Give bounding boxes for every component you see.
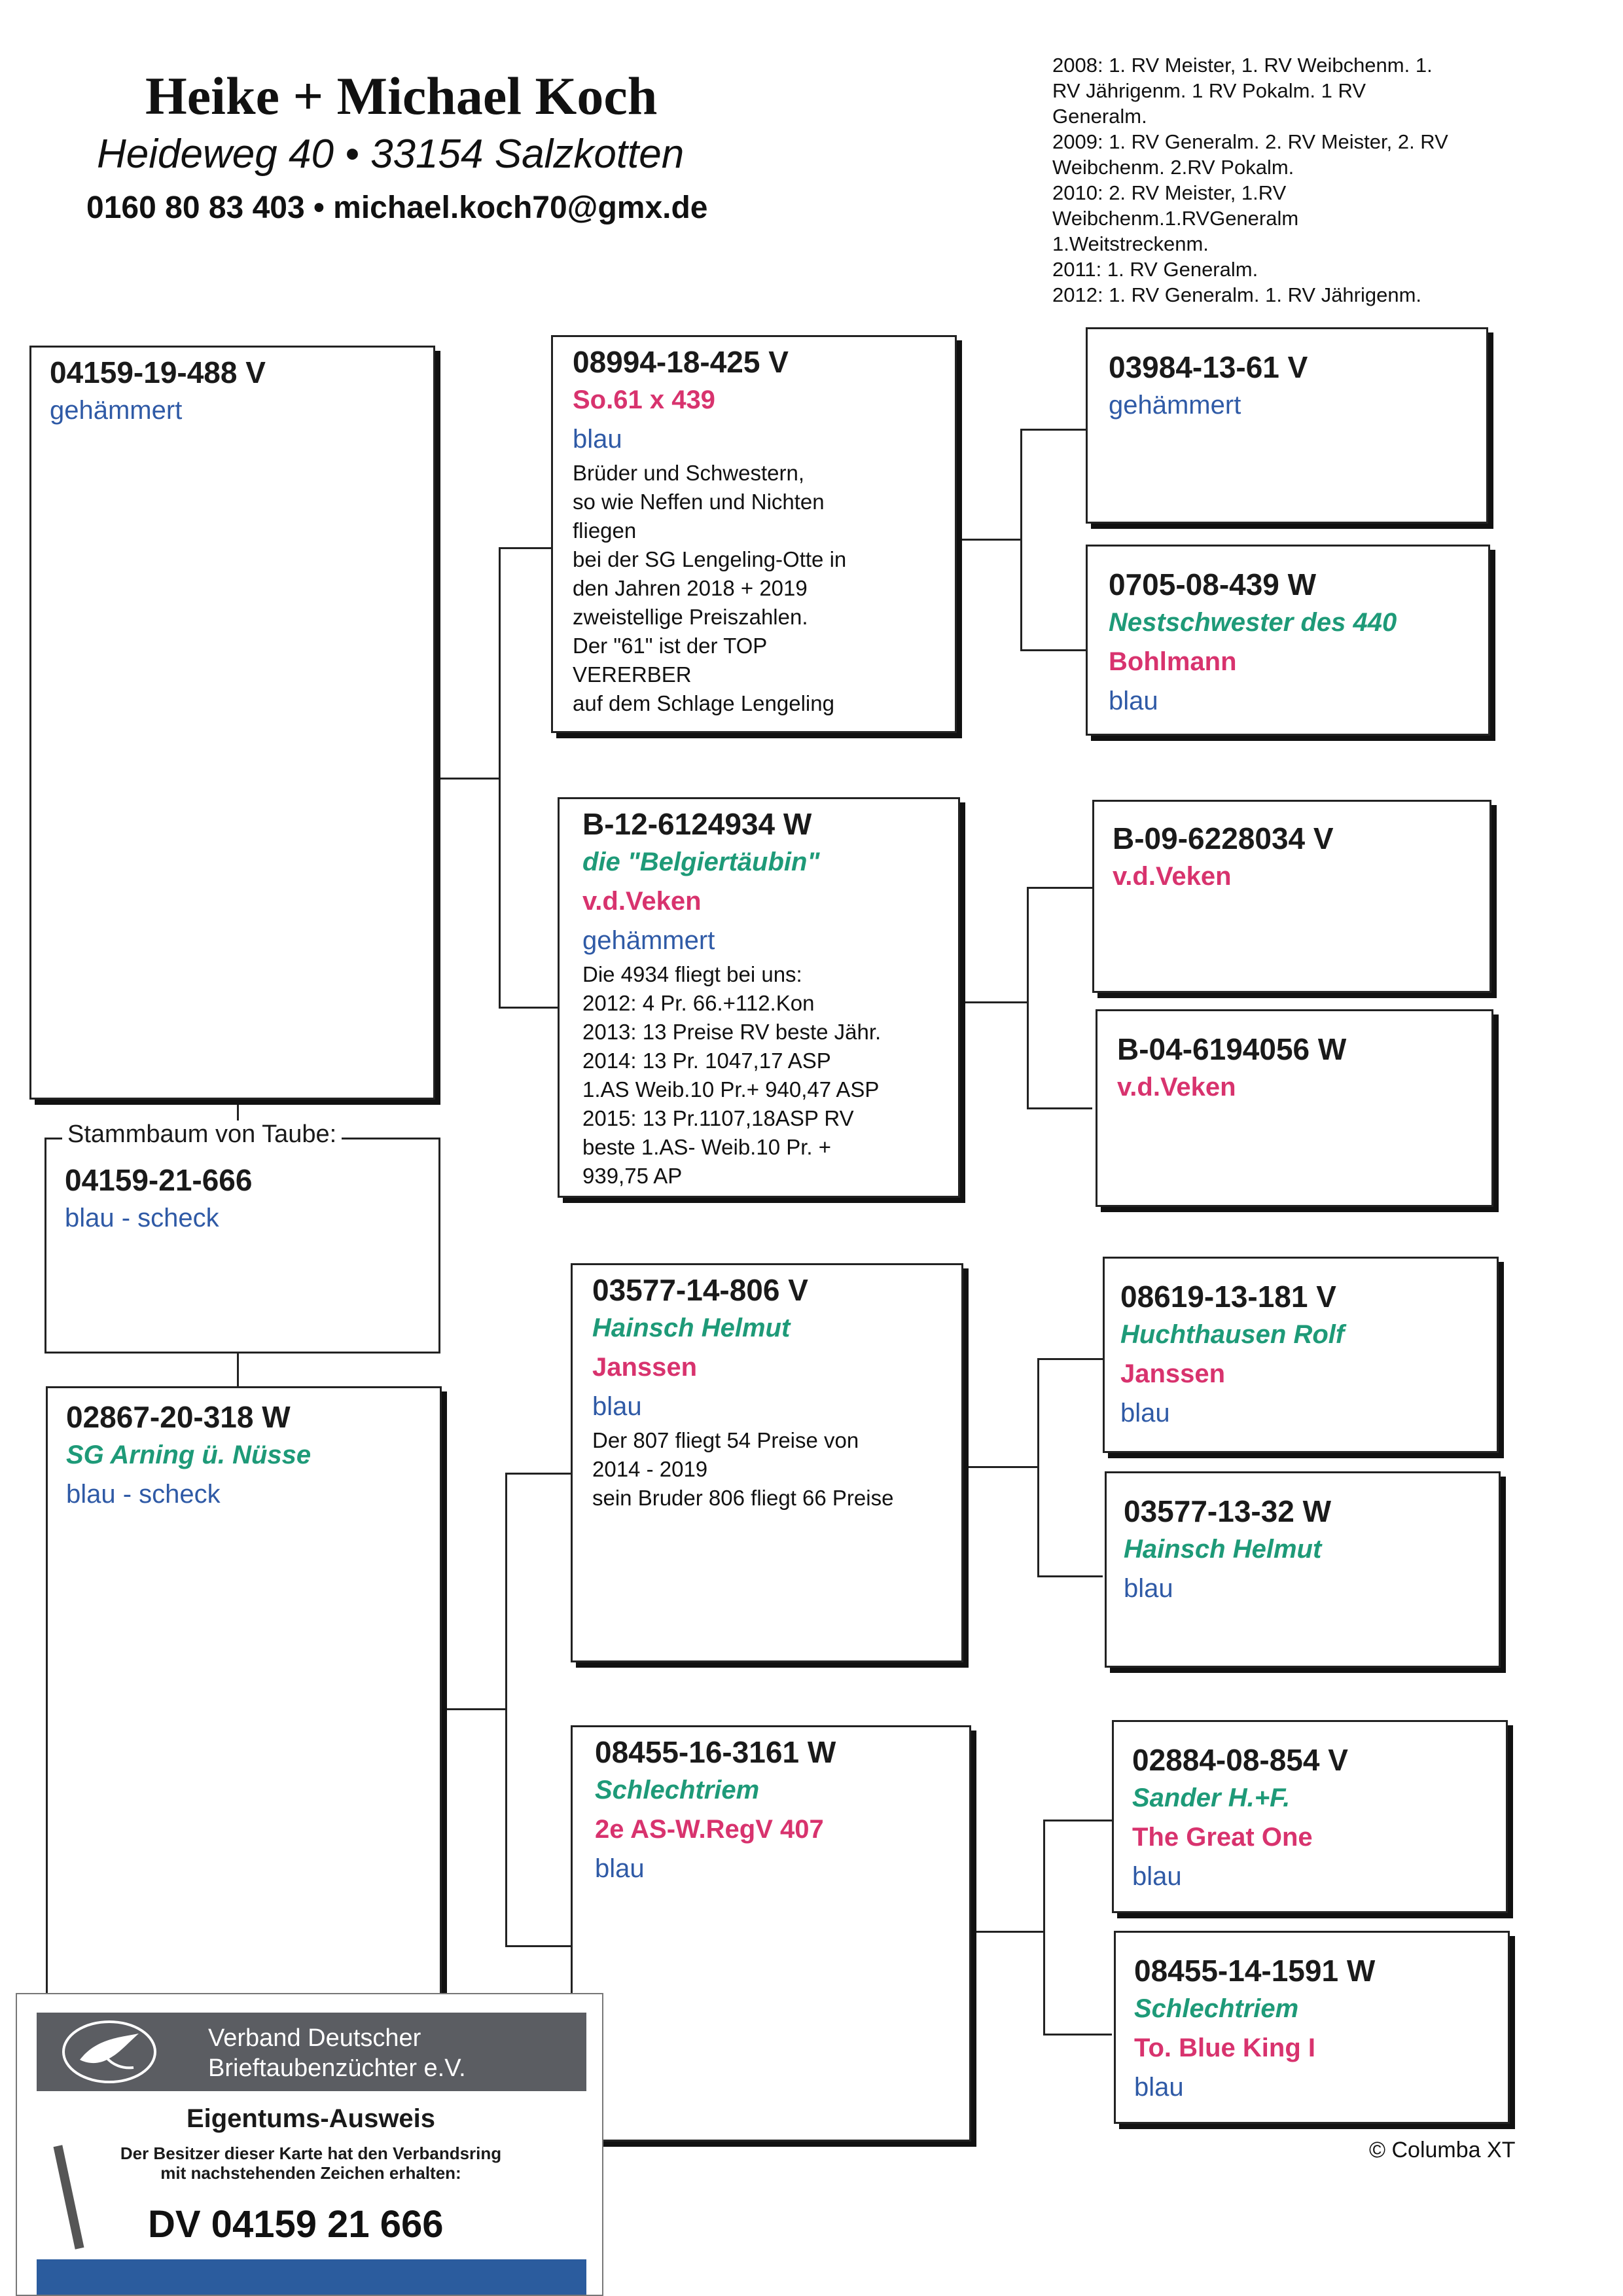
dam-sire-box bbox=[571, 1263, 963, 1662]
ggs-4-breeder: Sander H.+F. bbox=[1132, 1784, 1291, 1812]
ggs-1-color: gehämmert bbox=[1109, 391, 1241, 420]
ggs-3-color: blau bbox=[1120, 1399, 1170, 1427]
card-pattern-band bbox=[37, 2259, 586, 2295]
dam-dam-title: 2e AS-W.RegV 407 bbox=[595, 1815, 824, 1844]
subject-color: blau - scheck bbox=[65, 1204, 219, 1232]
subject-box bbox=[45, 1138, 440, 1354]
dam-sire-line: Janssen bbox=[592, 1353, 698, 1382]
sire-dam-ring: B-12-6124934 W bbox=[582, 807, 812, 841]
card-ring-number: DV 04159 21 666 bbox=[148, 2203, 444, 2246]
sire-sire-note: Brüder und Schwestern, so wie Neffen und Nichten fliegen bei der SG Lengeling-Otte in den Jahren 2018 + 2019 zweistellige Preiszahlen. Der "61" ist der TOP VERERBER auf dem Schlage Lengeling bbox=[573, 461, 847, 715]
ggs-3-breeder: Huchthausen Rolf bbox=[1120, 1320, 1345, 1349]
dam-ring: 02867-20-318 W bbox=[66, 1400, 291, 1434]
card-subtitle-1: Der Besitzer dieser Karte hat den Verbandsring bbox=[120, 2144, 502, 2163]
card-header bbox=[37, 2013, 586, 2091]
ggs-4-box bbox=[1112, 1720, 1508, 1913]
card-org-line1: Verband Deutscher bbox=[208, 2024, 421, 2052]
ggd-1-ring: 0705-08-439 W bbox=[1109, 567, 1317, 601]
dam-box bbox=[46, 1386, 442, 2041]
dam-sire-ring: 03577-14-806 V bbox=[592, 1273, 808, 1307]
ggd-4-ring: 08455-14-1591 W bbox=[1134, 1954, 1376, 1988]
ggs-3-ring: 08619-13-181 V bbox=[1120, 1280, 1336, 1314]
ggd-4-box bbox=[1114, 1931, 1510, 2124]
ggs-4-name: The Great One bbox=[1132, 1823, 1313, 1852]
sire-sire-pedigree: So.61 x 439 bbox=[573, 386, 715, 414]
ggs-3-line: Janssen bbox=[1120, 1359, 1226, 1388]
dam-color: blau - scheck bbox=[66, 1480, 221, 1509]
sire-dam-nickname: die "Belgiertäubin" bbox=[582, 848, 820, 876]
sire-sire-box bbox=[551, 335, 957, 733]
dam-breeder: SG Arning ü. Nüsse bbox=[66, 1441, 312, 1469]
copyright-note: © Columba XT bbox=[1369, 2138, 1516, 2162]
sire-sire-ring: 08994-18-425 V bbox=[573, 345, 789, 379]
sire-dam-color: gehämmert bbox=[582, 926, 715, 955]
card-org-line2: Brieftaubenzüchter e.V. bbox=[208, 2054, 466, 2082]
sire-ring: 04159-19-488 V bbox=[50, 355, 266, 389]
ggs-1-box bbox=[1086, 327, 1488, 524]
subject-label: Stammbaum von Taube: bbox=[62, 1121, 342, 1149]
pigeon-logo-icon bbox=[60, 2019, 158, 2085]
ggd-4-name: To. Blue King I bbox=[1134, 2034, 1316, 2062]
sire-dam-breeder: v.d.Veken bbox=[582, 887, 702, 916]
sire-dam-note: Die 4934 fliegt bei uns: 2012: 4 Pr. 66.+112.Kon 2013: 13 Preise RV beste Jähr. 2014: 13 Pr. 1047,17 ASP 1.AS Weib.10 Pr.+ 940,47 ASP 2015: 13 Pr.1107,18ASP RV beste 1.AS- Weib.10 Pr. + 939,75 AP bbox=[582, 962, 882, 1188]
ggd-1-box bbox=[1086, 545, 1490, 736]
ggs-2-ring: B-09-6228034 V bbox=[1113, 821, 1334, 855]
sire-sire-color: blau bbox=[573, 425, 622, 454]
ggd-4-breeder: Schlechtriem bbox=[1134, 1994, 1299, 2023]
ggd-1-breeder: Bohlmann bbox=[1109, 647, 1237, 676]
sire-box bbox=[29, 346, 435, 1100]
ggd-2-breeder: v.d.Veken bbox=[1117, 1073, 1236, 1102]
subject-ring: 04159-21-666 bbox=[65, 1163, 253, 1197]
dam-dam-color: blau bbox=[595, 1854, 645, 1883]
ownership-card bbox=[16, 1993, 603, 2296]
ggd-4-color: blau bbox=[1134, 2073, 1184, 2102]
dam-dam-breeder: Schlechtriem bbox=[595, 1776, 760, 1804]
ggs-4-ring: 02884-08-854 V bbox=[1132, 1743, 1348, 1777]
ggd-3-breeder: Hainsch Helmut bbox=[1124, 1535, 1322, 1564]
ggs-3-box bbox=[1103, 1257, 1499, 1453]
ggd-3-color: blau bbox=[1124, 1574, 1173, 1603]
awards-list: 2008: 1. RV Meister, 1. RV Weibchenm. 1. RV Jährigenm. 1 RV Pokalm. 1 RV Generalm. 2009: 1. RV Generalm. 2. RV Meister, 2. RV Weibchenm. 2.RV Pokalm. 2010: 2. RV Meister, 1.RV Weibchenm.1.RVGeneralm 1.Weitstreckenm. 2011: 1. RV Generalm. 2012: 1. RV Generalm. 1. RV Jährigenm. bbox=[1052, 54, 1448, 306]
ggd-2-ring: B-04-6194056 W bbox=[1117, 1032, 1347, 1066]
ggs-4-color: blau bbox=[1132, 1862, 1182, 1891]
breeder-name: Heike + Michael Koch bbox=[145, 66, 658, 126]
ggd-1-nickname: Nestschwester des 440 bbox=[1109, 608, 1397, 637]
ggd-3-box bbox=[1105, 1471, 1501, 1668]
card-title: Eigentums-Ausweis bbox=[186, 2104, 436, 2133]
dam-sire-breeder: Hainsch Helmut bbox=[592, 1314, 791, 1342]
ggd-1-color: blau bbox=[1109, 687, 1158, 715]
dam-dam-ring: 08455-16-3161 W bbox=[595, 1735, 836, 1769]
card-subtitle-2: mit nachstehenden Zeichen erhalten: bbox=[160, 2163, 461, 2183]
sire-dam-box bbox=[558, 797, 960, 1198]
ggs-1-ring: 03984-13-61 V bbox=[1109, 350, 1308, 384]
dam-sire-color: blau bbox=[592, 1392, 642, 1421]
ggd-2-box bbox=[1096, 1009, 1493, 1207]
breeder-contact: 0160 80 83 403 • michael.koch70@gmx.de bbox=[86, 190, 708, 225]
dam-dam-box bbox=[571, 1725, 971, 2142]
dam-sire-note: Der 807 fliegt 54 Preise von 2014 - 2019 sein Bruder 806 fliegt 66 Preise bbox=[592, 1428, 894, 1510]
sire-color: gehämmert bbox=[50, 396, 183, 425]
ggs-2-breeder: v.d.Veken bbox=[1113, 862, 1232, 891]
ggd-3-ring: 03577-13-32 W bbox=[1124, 1494, 1332, 1528]
ggs-2-box bbox=[1092, 800, 1491, 993]
breeder-address: Heideweg 40 • 33154 Salzkotten bbox=[97, 132, 685, 177]
